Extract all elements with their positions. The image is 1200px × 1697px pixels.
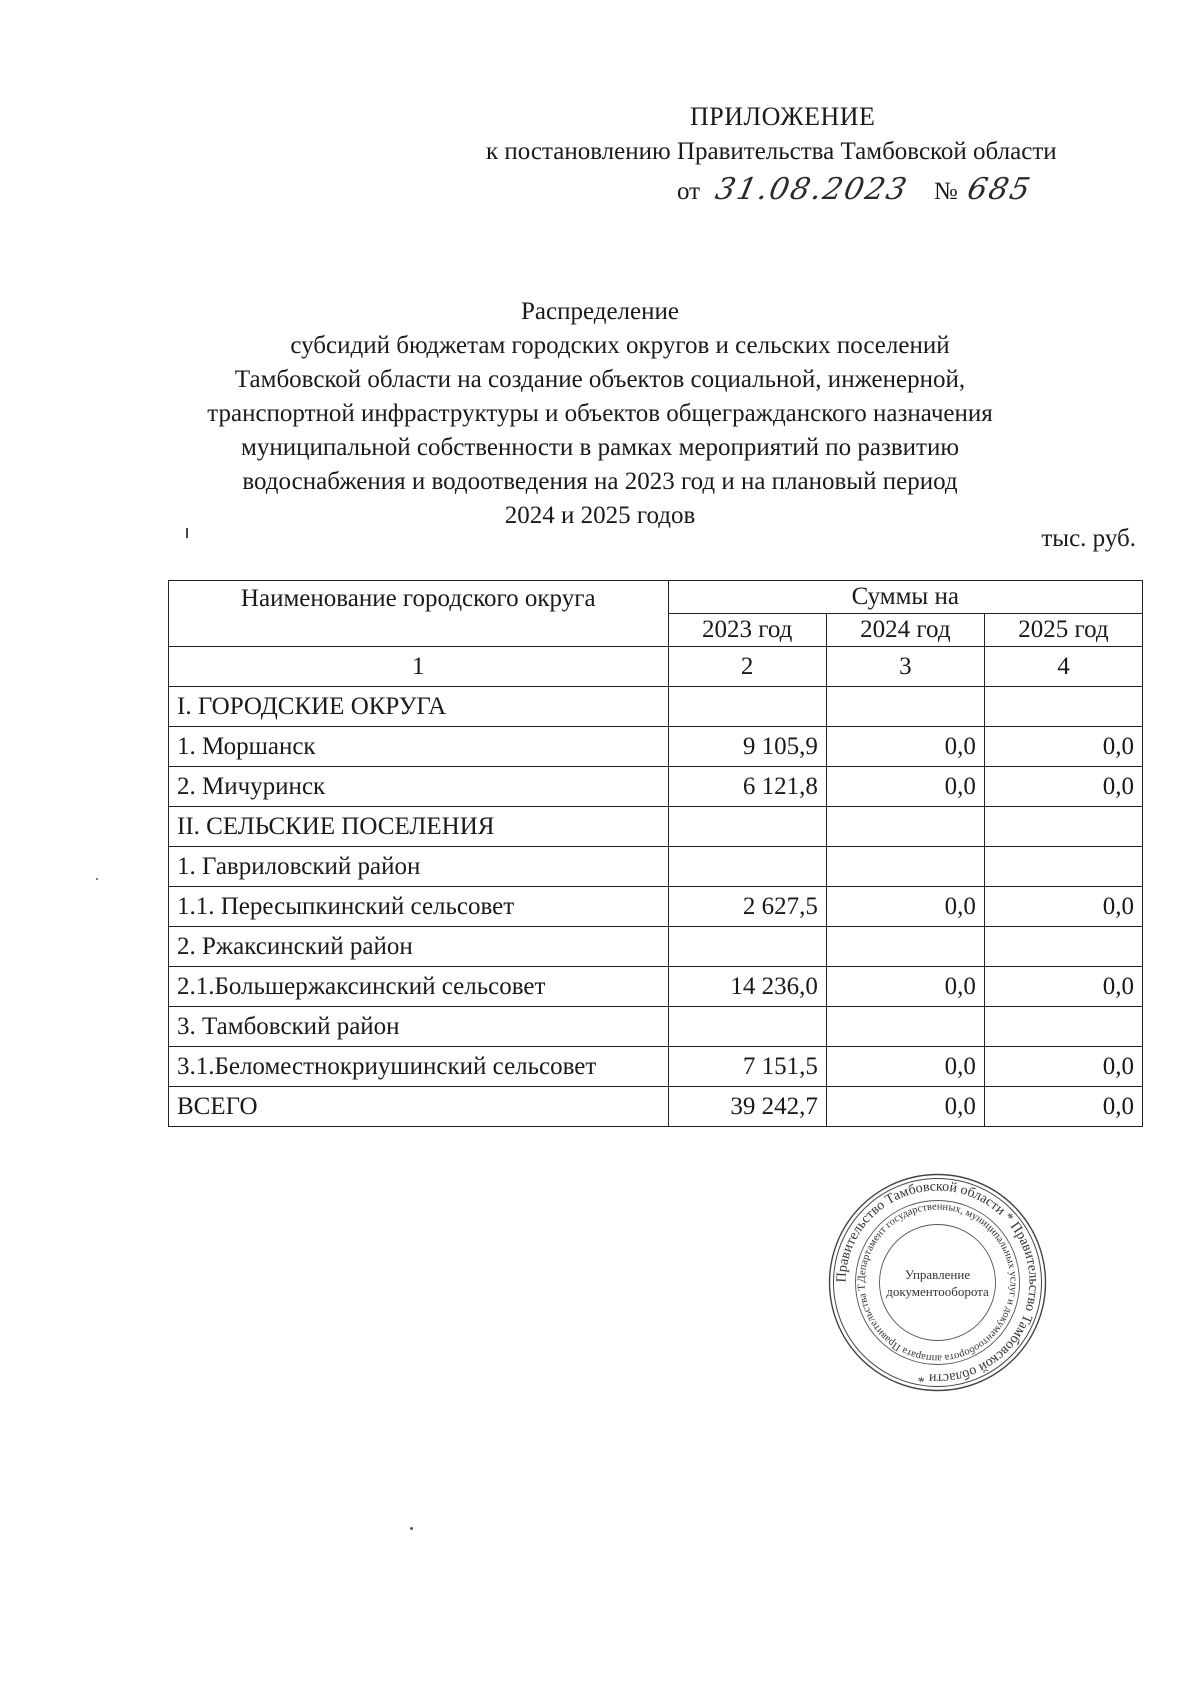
sums-header: Суммы на: [668, 581, 1142, 614]
handwritten-date: 31.08.2023: [712, 172, 912, 207]
column-number-1: 1: [169, 647, 669, 687]
distribution-table: [168, 580, 1143, 1127]
table-row: [169, 967, 1143, 1007]
name-column-header: Наименование городского округа: [169, 581, 669, 647]
title-line-3: Тамбовской области на создание объектов социальной, инженерной,: [234, 366, 966, 393]
year-header-2024: 2024 год: [826, 614, 984, 647]
appendix-date-line: [677, 172, 1035, 207]
column-number-2: 2: [668, 647, 826, 687]
value-2023: [668, 807, 826, 847]
stamp-center-line-1: Управление: [904, 1266, 971, 1282]
appendix-subtitle: к постановлению Правительства Тамбовской области: [486, 138, 1057, 165]
title-line-6: водоснабжения и водоотведения на 2023 год и на плановый период: [242, 468, 958, 495]
value-2023: 6 121,8: [668, 767, 826, 807]
value-2025: 0,0: [984, 1047, 1142, 1087]
handwritten-number: 685: [964, 172, 1035, 207]
title-line-2: субсидий бюджетам городских округов и сельских поселений: [290, 332, 950, 359]
value-2025: 0,0: [984, 727, 1142, 767]
value-2023: 9 105,9: [668, 727, 826, 767]
stamp-center-line-2: документооборота: [886, 1283, 989, 1299]
official-stamp: [825, 1170, 1050, 1395]
value-2023: [668, 687, 826, 727]
value-2023: [668, 847, 826, 887]
document-title: [150, 295, 1050, 533]
value-2025: [984, 687, 1142, 727]
table-row: [169, 1007, 1143, 1047]
value-2024: 0,0: [826, 1087, 984, 1127]
column-number-4: 4: [984, 647, 1142, 687]
year-header-2025: 2025 год: [984, 614, 1142, 647]
value-2024: [826, 847, 984, 887]
table-row: [169, 847, 1143, 887]
value-2023: 14 236,0: [668, 967, 826, 1007]
value-2024: 0,0: [826, 727, 984, 767]
scan-speck: [410, 1527, 413, 1530]
date-prefix: от: [677, 178, 701, 205]
table-row: [169, 927, 1143, 967]
title-line-7: 2024 и 2025 годов: [504, 502, 696, 529]
value-2024: 0,0: [826, 767, 984, 807]
table-row: [169, 767, 1143, 807]
value-2025: [984, 847, 1142, 887]
units-label: тыс. руб.: [1041, 525, 1136, 552]
value-2025: 0,0: [984, 1087, 1142, 1127]
value-2024: 0,0: [826, 1047, 984, 1087]
table-row: [169, 727, 1143, 767]
value-2023: [668, 1007, 826, 1047]
column-number-3: 3: [826, 647, 984, 687]
row-name: 3. Тамбовский район: [169, 1007, 669, 1047]
scan-speck: [96, 878, 98, 880]
value-2023: 39 242,7: [668, 1087, 826, 1127]
row-name: 1. Гавриловский район: [169, 847, 669, 887]
table-row-total: [169, 1087, 1143, 1127]
table-row: [169, 887, 1143, 927]
value-2023: [668, 927, 826, 967]
value-2024: 0,0: [826, 887, 984, 927]
row-name: 1.1. Пересыпкинский сельсовет: [169, 887, 669, 927]
value-2025: 0,0: [984, 887, 1142, 927]
title-line-1: Распределение: [521, 298, 679, 325]
value-2024: [826, 687, 984, 727]
value-2024: [826, 927, 984, 967]
appendix-title: ПРИЛОЖЕНИЕ: [690, 102, 876, 131]
row-name: 2.1.Большержаксинский сельсовет: [169, 967, 669, 1007]
row-name: 3.1.Беломестнокриушинский сельсовет: [169, 1047, 669, 1087]
number-sign: №: [933, 178, 958, 205]
value-2025: 0,0: [984, 767, 1142, 807]
row-name: 1. Моршанск: [169, 727, 669, 767]
stamp-outer-text: Правительство Тамбовской области * Правительство Тамбовской области *: [834, 1179, 1041, 1386]
value-2023: 2 627,5: [668, 887, 826, 927]
title-line-5: муниципальной собственности в рамках мероприятий по развитию: [241, 434, 959, 461]
value-2024: 0,0: [826, 967, 984, 1007]
table-row: [169, 807, 1143, 847]
value-2024: [826, 807, 984, 847]
stamp-center: [825, 1170, 1050, 1395]
scan-mark: [186, 528, 188, 538]
table-row: [169, 687, 1143, 727]
row-name: 2. Ржаксинский район: [169, 927, 669, 967]
year-header-2023: 2023 год: [668, 614, 826, 647]
table-header-row: [169, 581, 1143, 614]
value-2025: 0,0: [984, 967, 1142, 1007]
row-name: 2. Мичуринск: [169, 767, 669, 807]
value-2025: [984, 1007, 1142, 1047]
row-name: I. ГОРОДСКИЕ ОКРУГА: [169, 687, 669, 727]
value-2023: 7 151,5: [668, 1047, 826, 1087]
value-2025: [984, 807, 1142, 847]
value-2024: [826, 1007, 984, 1047]
row-name: ВСЕГО: [169, 1087, 669, 1127]
stamp-inner-text: Департамент государственных, муниципальных услуг и документооборота аппарата Правительства Т: [856, 1201, 1019, 1364]
row-name: II. СЕЛЬСКИЕ ПОСЕЛЕНИЯ: [169, 807, 669, 847]
value-2025: [984, 927, 1142, 967]
column-number-row: [169, 647, 1143, 687]
title-line-4: транспортной инфраструктуры и объектов общегражданского назначения: [207, 400, 993, 427]
table-row: [169, 1047, 1143, 1087]
